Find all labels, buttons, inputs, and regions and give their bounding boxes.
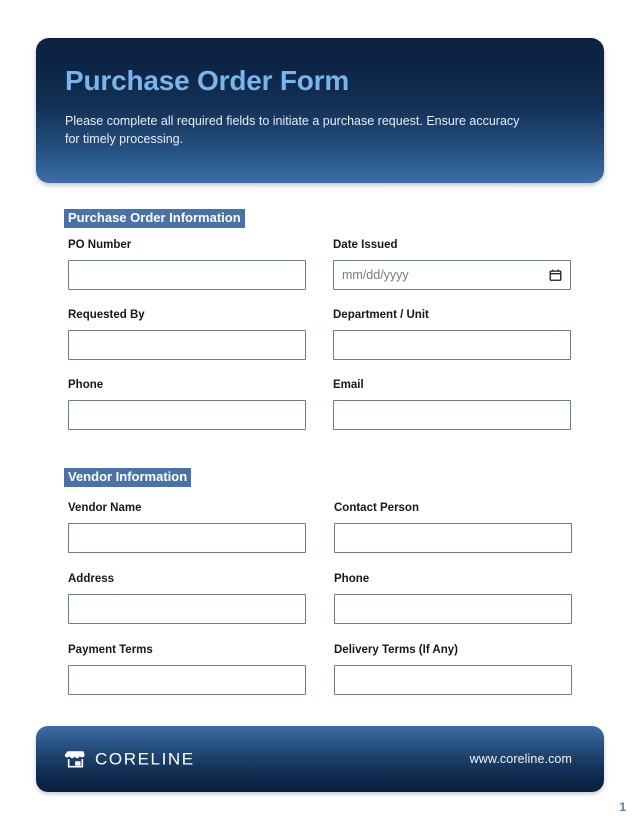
email-input[interactable] — [333, 400, 571, 430]
field-delivery-terms — [334, 644, 572, 695]
brand-lockup — [65, 749, 195, 770]
field-label-department-unit: Department / Unit — [333, 309, 429, 321]
date-issued-wrapper — [333, 260, 571, 290]
field-label-payment-terms: Payment Terms — [68, 644, 153, 656]
field-label-contact-person: Contact Person — [334, 502, 419, 514]
date-issued-input[interactable] — [333, 260, 571, 290]
field-phone — [68, 379, 306, 430]
field-email — [333, 379, 571, 430]
page-title: Purchase Order Form — [65, 65, 350, 96]
contact-person-input[interactable] — [334, 523, 572, 553]
field-requested-by — [68, 309, 306, 360]
section-heading-purchase-order-information: Purchase Order Information — [64, 209, 245, 228]
delivery-terms-input[interactable] — [334, 665, 572, 695]
field-label-vendor-name: Vendor Name — [68, 502, 142, 514]
field-label-date-issued: Date Issued — [333, 239, 398, 251]
storefront-icon — [65, 749, 86, 770]
po-number-input[interactable] — [68, 260, 306, 290]
field-label-po-number: PO Number — [68, 239, 132, 251]
field-label-delivery-terms: Delivery Terms (If Any) — [334, 644, 458, 656]
department-unit-input[interactable] — [333, 330, 571, 360]
field-payment-terms — [68, 644, 306, 695]
form-footer-banner — [36, 726, 604, 792]
payment-terms-input[interactable] — [68, 665, 306, 695]
footer-website-url[interactable]: www.coreline.com — [469, 752, 572, 766]
field-vendor-address — [68, 573, 306, 624]
field-department-unit — [333, 309, 571, 360]
field-label-phone: Phone — [68, 379, 104, 391]
brand-name: CORELINE — [95, 749, 195, 769]
vendor-name-input[interactable] — [68, 523, 306, 553]
section-heading-vendor-information: Vendor Information — [64, 468, 191, 487]
form-header-banner — [36, 38, 604, 183]
vendor-address-input[interactable] — [68, 594, 306, 624]
field-contact-person — [334, 502, 572, 553]
field-label-email: Email — [333, 379, 364, 391]
requested-by-input[interactable] — [68, 330, 306, 360]
phone-input[interactable] — [68, 400, 306, 430]
page-subtitle: Please complete all required fields to initiate a purchase request. Ensure accuracy for timely processing. — [65, 114, 520, 147]
field-vendor-phone — [334, 573, 572, 624]
field-label-vendor-phone: Phone — [334, 573, 370, 585]
field-label-requested-by: Requested By — [68, 309, 145, 321]
field-po-number — [68, 239, 306, 290]
page-number: 1 — [619, 800, 626, 814]
field-label-vendor-address: Address — [68, 573, 115, 585]
vendor-phone-input[interactable] — [334, 594, 572, 624]
field-date-issued — [333, 239, 571, 290]
field-vendor-name — [68, 502, 306, 553]
